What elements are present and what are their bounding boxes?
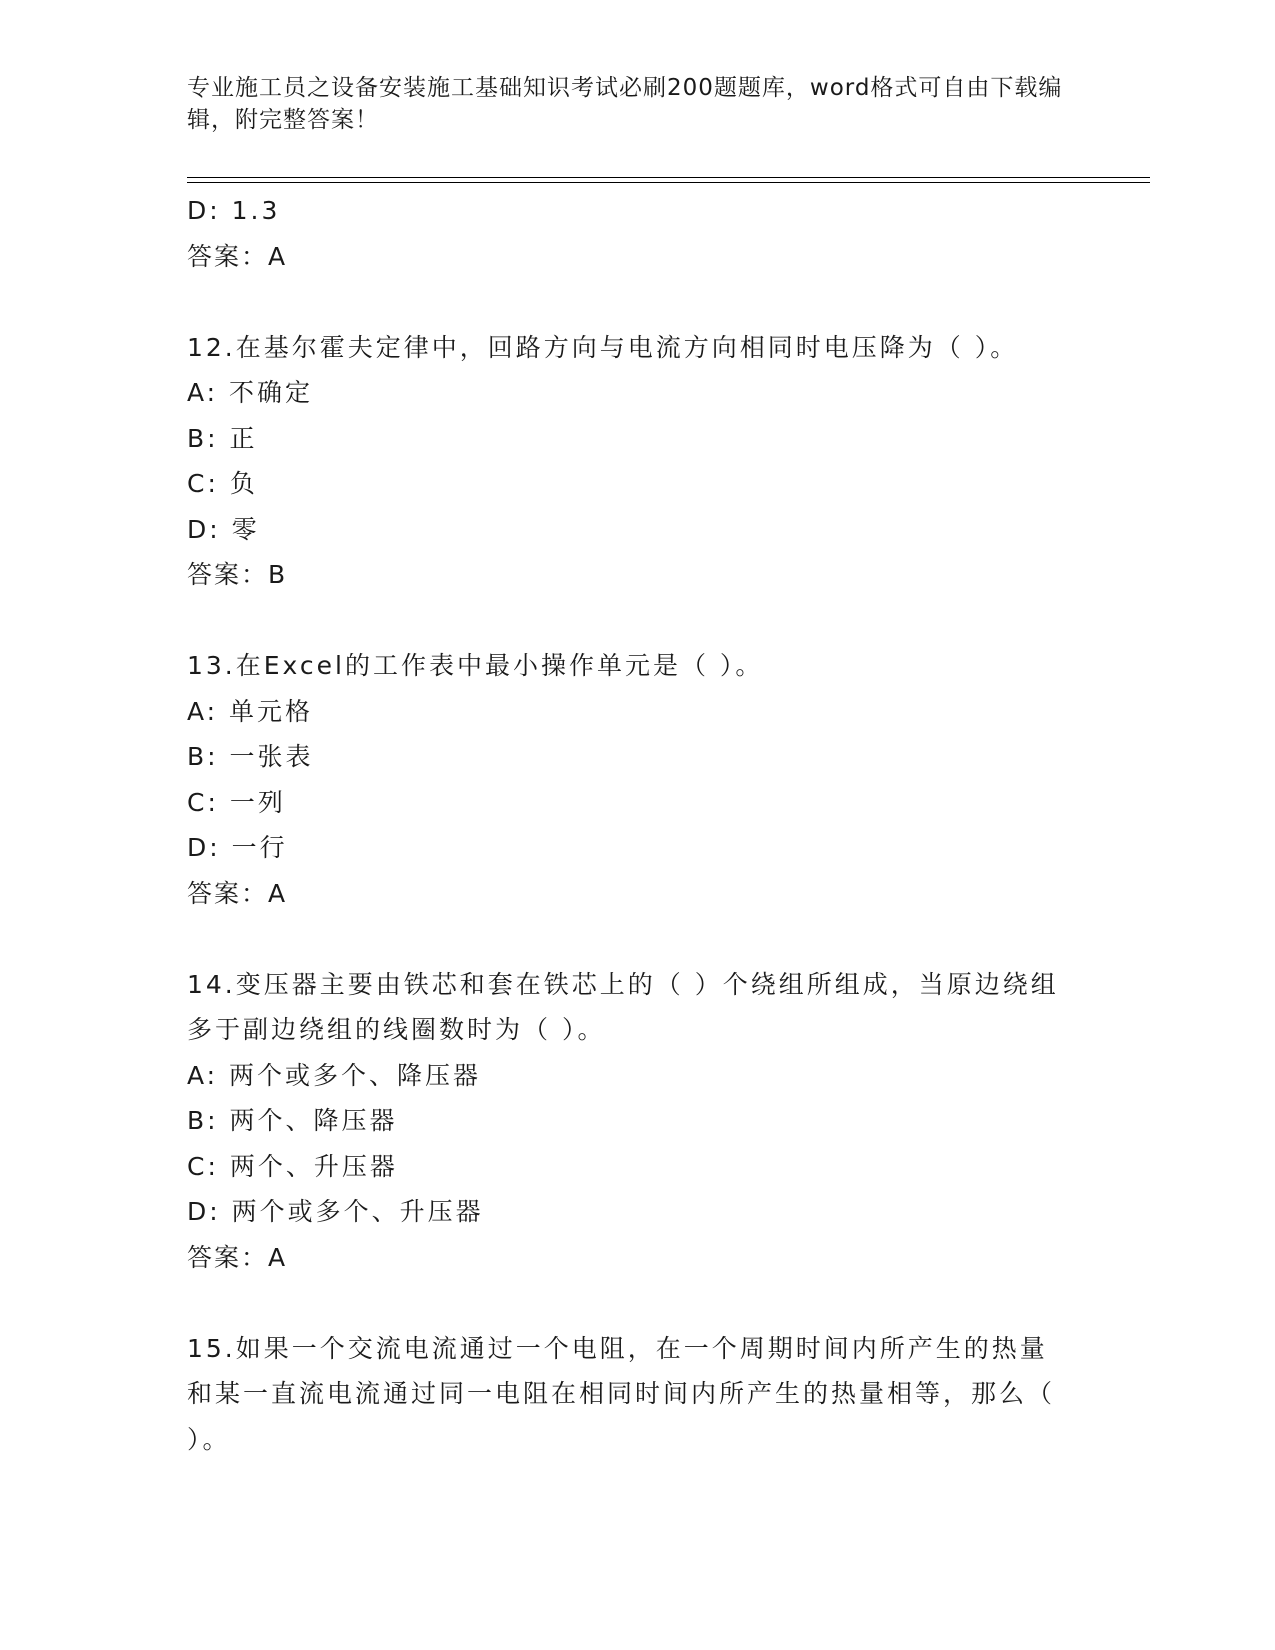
option-d: D: 一行 (187, 833, 288, 862)
option-c: C: 负 (187, 469, 258, 498)
question-content (187, 188, 1087, 1462)
question-14 (187, 962, 1087, 1281)
document-header: 专业施工员之设备安装施工基础知识考试必刷200题题库，word格式可自由下载编辑，附完整答案！ (187, 75, 1063, 133)
option-b: B: 一张表 (187, 742, 314, 771)
question-stem: 13.在Excel的工作表中最小操作单元是（ ）。 (187, 651, 764, 680)
option-a: A: 不确定 (187, 378, 314, 407)
option-d: D: 零 (187, 514, 260, 544)
option-c: C: 两个、升压器 (187, 1151, 398, 1181)
header-divider-secondary (187, 182, 1150, 183)
option-b: B: 正 (187, 423, 258, 453)
option-a: A: 单元格 (187, 696, 314, 726)
option-d: D: 两个或多个、升压器 (187, 1197, 484, 1226)
question-13 (187, 643, 1087, 916)
question-stem: 15.如果一个交流电流通过一个电阻，在一个周期时间内所产生的热量和某一直流电流通过同一电阻在相同时间内所产生的热量相等，那么（ ）。 (187, 1333, 1056, 1454)
answer: 答案：A (187, 878, 288, 908)
prev-option-d: D: 1.3 (187, 196, 281, 225)
question-stem: 14.变压器主要由铁芯和套在铁芯上的（ ）个绕组所组成，当原边绕组多于副边绕组的线圈数时为（ ）。 (187, 969, 1059, 1044)
option-a: A: 两个或多个、降压器 (187, 1060, 482, 1090)
answer: 答案：A (187, 1242, 288, 1272)
question-12 (187, 325, 1087, 598)
question-15 (187, 1326, 1087, 1463)
header-divider (187, 177, 1150, 178)
option-c: C: 一列 (187, 787, 286, 817)
question-stem: 12.在基尔霍夫定律中，回路方向与电流方向相同时电压降为（ ）。 (187, 332, 1019, 362)
option-b: B: 两个、降压器 (187, 1106, 398, 1135)
prev-answer: 答案：A (187, 241, 288, 271)
answer: 答案：B (187, 560, 288, 589)
